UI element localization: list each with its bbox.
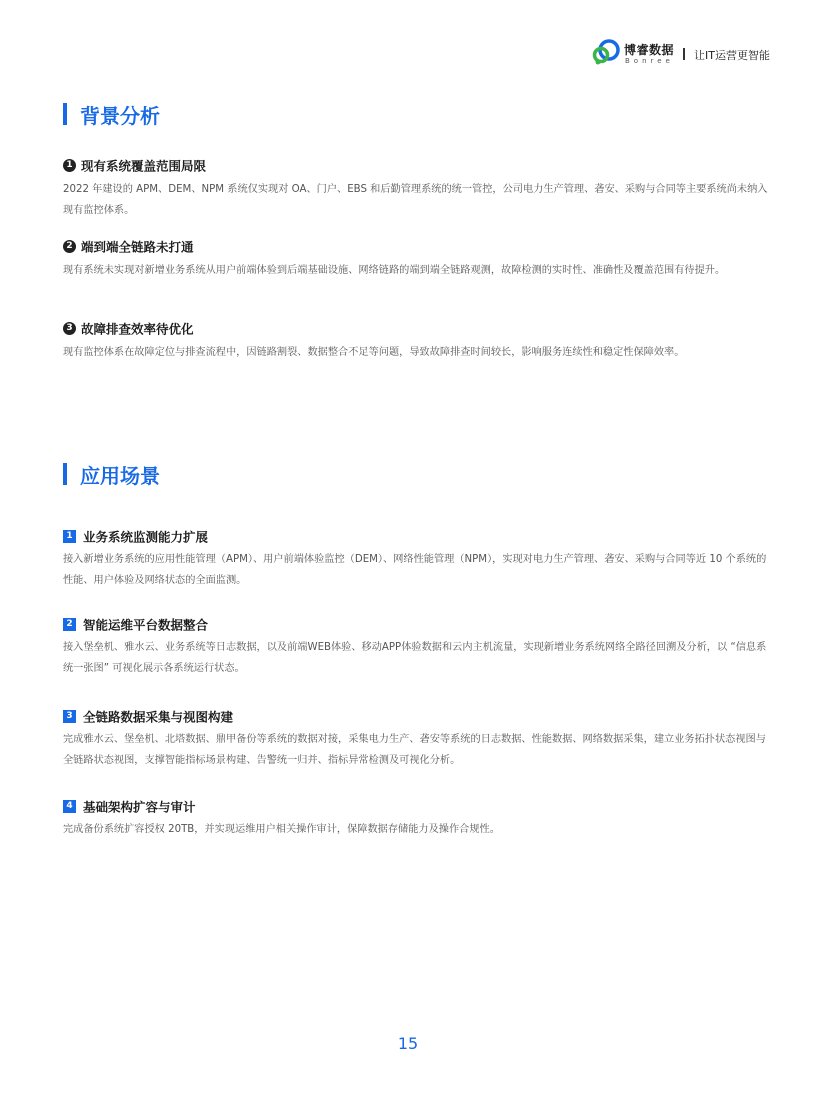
number-badge: 1 bbox=[63, 530, 76, 543]
brand-name: 博睿数据 bbox=[624, 43, 675, 57]
scenario-item-paragraph: 接入新增业务系统的应用性能管理（APM）、用户前端体验监控（DEM）、网络性能管理（NPM），实现对电力生产管理、砻安、采购与合同等近 10 个系统的性能、用户体验及网络状态的全面监测。 bbox=[63, 554, 767, 586]
number-badge: 4 bbox=[63, 800, 76, 813]
slogan: 让IT运营更智能 bbox=[694, 49, 770, 62]
section-title-text: 背景分析 bbox=[80, 104, 160, 128]
scenario-item-paragraph: 完成备份系统扩容授权 20TB，并实现运维用户相关操作审计，保障数据存储能力及操作合规性。 bbox=[63, 824, 500, 835]
number-badge: 3 bbox=[63, 710, 76, 723]
item-title-text: 智能运维平台数据整合 bbox=[83, 617, 209, 633]
scenario-item-title bbox=[63, 614, 208, 632]
page-number: 15 bbox=[397, 1034, 419, 1053]
background-item-title bbox=[63, 318, 194, 336]
bonree-logo-icon bbox=[592, 38, 622, 66]
item-title-text: 基础架构扩容与审计 bbox=[83, 799, 196, 815]
header-divider bbox=[683, 48, 685, 60]
background-item-paragraph: 现有系统未实现对新增业务系统从用户前端体验到后端基础设施、网络链路的端到端全链路观测，故障检测的实时性、准确性及覆盖范围有待提升。 bbox=[63, 265, 726, 276]
item-title-text: 现有系统覆盖范围局限 bbox=[81, 158, 207, 174]
scenario-item-title bbox=[63, 796, 196, 814]
item-title-text: 故障排查效率待优化 bbox=[81, 321, 194, 337]
number-badge: 1 bbox=[63, 159, 76, 172]
section-accent-bar bbox=[63, 103, 67, 125]
number-badge: 3 bbox=[63, 322, 76, 335]
item-title-text: 业务系统监测能力扩展 bbox=[83, 529, 209, 545]
item-title-text: 端到端全链路未打通 bbox=[81, 239, 194, 255]
scenario-item-paragraph: 接入堡垒机、雅水云、业务系统等日志数据，以及前端WEB体验、移动APP体验数据和云内主机流量，实现新增业务系统网络全路径回溯及分析，以 “信息系统一张图” 可视化展示各系统运行状态。 bbox=[63, 642, 767, 674]
number-badge: 2 bbox=[63, 618, 76, 631]
background-item-title bbox=[63, 155, 206, 173]
background-item-paragraph: 2022 年建设的 APM、DEM、NPM 系统仅实现对 OA、门户、EBS 和后勤管理系统的统一管控，公司电力生产管理、砻安、采购与合同等主要系统尚未纳入现有监控体系。 bbox=[63, 184, 768, 216]
section-title-text: 应用场景 bbox=[80, 464, 160, 488]
scenario-item-title bbox=[63, 706, 233, 724]
item-title-text: 全链路数据采集与视图构建 bbox=[83, 709, 234, 725]
section-accent-bar bbox=[63, 463, 67, 485]
page-header bbox=[590, 36, 790, 68]
scenario-item-title bbox=[63, 526, 208, 544]
brand-name-en: Bonree bbox=[625, 57, 674, 65]
scenario-item-paragraph: 完成雅水云、堡垒机、北塔数据、鼎甲备份等系统的数据对接，采集电力生产、砻安等系统的日志数据、性能数据、网络数据采集，建立业务拓扑状态视图与全链路状态视图，支撑智能指标场景构建、告警统一归并、指标异常检测及可视化分析。 bbox=[63, 734, 766, 766]
background-item-paragraph: 现有监控体系在故障定位与排查流程中，因链路割裂、数据整合不足等问题，导致故障排查时间较长，影响服务连续性和稳定性保障效率。 bbox=[63, 347, 685, 358]
background-item-title bbox=[63, 236, 194, 254]
number-badge: 2 bbox=[63, 240, 76, 253]
